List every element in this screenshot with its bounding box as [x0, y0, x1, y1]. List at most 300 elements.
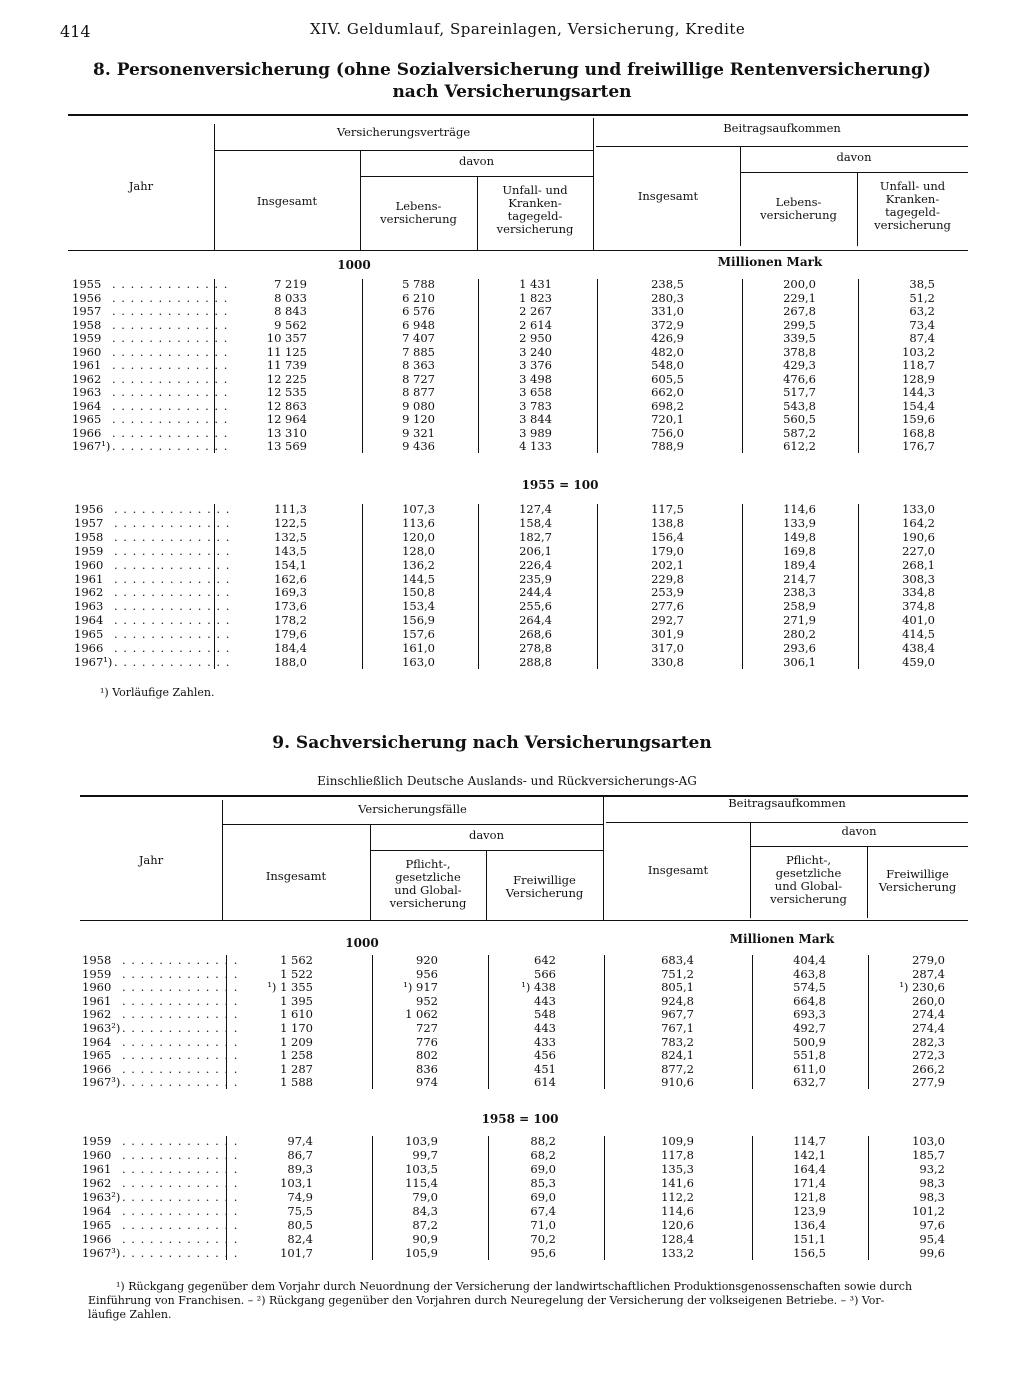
column-separator [478, 504, 479, 669]
table-cell: 1 823 [519, 290, 552, 305]
table-cell: 292,7 [651, 613, 684, 628]
table-cell: 158,4 [519, 515, 552, 530]
column-separator [868, 955, 869, 1089]
table-cell: 274,4 [912, 1021, 945, 1035]
table-cell: 756,0 [651, 425, 684, 440]
column-separator [604, 1136, 605, 1260]
table-cell: 103,9 [405, 1134, 438, 1148]
table8-header-rule [360, 176, 593, 177]
table-cell: 63,2 [909, 304, 935, 318]
table-cell: 127,4 [519, 502, 552, 516]
table-cell: 280,2 [783, 627, 816, 642]
leader-dots: . . . . . . . . . . . . . [112, 412, 229, 426]
table-cell: 13 569 [266, 439, 307, 453]
table-cell: 144,5 [402, 571, 435, 586]
table-cell: 12 225 [266, 371, 307, 386]
table9-pflicht-header-left: Pflicht-, gesetzliche und Global- versicherung [389, 857, 467, 910]
table-cell: 9 436 [402, 439, 435, 453]
row-year: 1962 [72, 371, 102, 386]
table-cell: 111,3 [274, 502, 307, 516]
table-cell: 456 [534, 1048, 556, 1063]
table-cell: 161,0 [402, 641, 435, 655]
table-cell: 272,3 [912, 1048, 945, 1063]
row-year: 1967¹) [72, 439, 111, 453]
column-separator [752, 955, 753, 1089]
table-cell: 268,1 [902, 557, 935, 572]
column-separator [226, 1136, 227, 1260]
table-cell: 156,4 [651, 529, 684, 544]
table-cell: 2 267 [519, 304, 552, 318]
table-cell: 401,0 [902, 613, 935, 628]
page-number: 414 [60, 22, 91, 41]
column-separator [597, 279, 598, 453]
table-cell: 202,1 [651, 557, 684, 572]
leader-dots: . . . . . . . . . . . . . [112, 331, 229, 345]
row-year: 1960 [82, 1148, 112, 1162]
table-cell: 118,7 [902, 358, 935, 372]
table-cell: 162,6 [274, 571, 307, 586]
table-cell: 255,6 [519, 599, 552, 614]
leader-dots: . . . . . . . . . . . . . [122, 1204, 239, 1218]
table8-header-rule [740, 172, 968, 173]
table8-header-rule [214, 150, 593, 151]
table9-davon-header-right: davon [841, 824, 877, 838]
row-year: 1966 [72, 425, 102, 440]
table-cell: 1 209 [280, 1034, 313, 1049]
table-cell: 128,0 [402, 543, 435, 558]
table-cell: 3 844 [519, 412, 552, 426]
column-separator [597, 504, 598, 669]
table-cell: 374,8 [902, 599, 935, 614]
row-year: 1959 [82, 966, 112, 981]
table-cell: 105,9 [405, 1246, 438, 1260]
table-cell: 157,6 [402, 627, 435, 642]
table-cell: 156,5 [793, 1246, 826, 1260]
table-cell: 253,9 [651, 585, 684, 600]
table9-freiwillig-header-left: Freiwillige Versicherung [505, 873, 584, 900]
table8-unit-index: 1955 = 100 [521, 478, 599, 492]
column-separator [488, 955, 489, 1089]
table-cell: 85,3 [530, 1176, 556, 1190]
table-cell: 178,2 [274, 613, 307, 628]
column-separator [226, 955, 227, 1089]
table-cell: 267,8 [783, 304, 816, 318]
table9-insgesamt-header-left: Insgesamt [265, 869, 327, 883]
table-cell: 150,8 [402, 585, 435, 600]
table-cell: ¹) 1 355 [267, 980, 313, 995]
leader-dots: . . . . . . . . . . . . . [114, 613, 231, 628]
table9-davon-header-left: davon [468, 828, 505, 842]
table-cell: 2 614 [519, 317, 552, 332]
table-cell: 163,0 [402, 654, 435, 669]
table9-faelle-header: Versicherungsfälle [358, 802, 467, 816]
table-cell: 123,9 [793, 1204, 826, 1218]
table-cell: 317,0 [651, 641, 684, 655]
table-cell: 727 [416, 1021, 438, 1035]
table-cell: 288,8 [519, 654, 552, 669]
row-year: 1958 [74, 529, 104, 544]
table-cell: 190,6 [902, 529, 935, 544]
leader-dots: . . . . . . . . . . . . . [112, 344, 229, 359]
table-cell: 151,1 [793, 1232, 826, 1246]
table-cell: 133,9 [783, 515, 816, 530]
table-cell: 93,2 [919, 1162, 945, 1176]
running-title: XIV. Geldumlauf, Spareinlagen, Versicherung, Kredite [310, 20, 746, 38]
table-cell: 3 989 [519, 425, 552, 440]
table-cell: 115,4 [405, 1176, 438, 1190]
column-separator [858, 279, 859, 453]
leader-dots: . . . . . . . . . . . . . [112, 304, 229, 318]
table-cell: 967,7 [661, 1007, 694, 1022]
leader-dots: . . . . . . . . . . . . . [114, 627, 231, 642]
table-cell: 277,6 [651, 599, 684, 614]
table-cell: 566 [534, 966, 556, 981]
table-cell: 229,8 [651, 571, 684, 586]
table-cell: 1 395 [280, 993, 313, 1008]
table-cell: 2 950 [519, 331, 552, 345]
table-cell: 271,9 [783, 613, 816, 628]
table-cell: 38,5 [909, 277, 935, 291]
table-cell: 459,0 [902, 654, 935, 669]
table8-lebens-header-left: Lebens- versicherung [380, 199, 457, 226]
row-year: 1965 [82, 1048, 112, 1063]
table8-davon-header-right: davon [836, 150, 872, 164]
table9-subtitle: Einschließlich Deutsche Auslands- und Rückversicherungs-AG [317, 774, 697, 788]
table-cell: 238,5 [651, 277, 684, 291]
table-cell: 120,0 [402, 529, 435, 544]
row-year: 1960 [74, 557, 104, 572]
table-cell: 632,7 [793, 1075, 826, 1090]
table-cell: 301,9 [651, 627, 684, 642]
table-cell: 11 739 [266, 358, 307, 372]
table-cell: 154,1 [274, 557, 307, 572]
table-cell: 9 562 [274, 317, 307, 332]
table-cell: 8 877 [402, 385, 435, 399]
table-cell: 551,8 [793, 1048, 826, 1063]
table-cell: 113,6 [402, 515, 435, 530]
row-year: 1964 [72, 398, 102, 413]
table9-beitrag-header: Beitragsaufkommen [728, 796, 846, 810]
row-year: 1966 [82, 1061, 112, 1076]
table-cell: 802 [416, 1048, 438, 1063]
table-cell: 214,7 [783, 571, 816, 586]
row-year: 1962 [74, 585, 104, 600]
table-cell: 824,1 [661, 1048, 694, 1063]
leader-dots: . . . . . . . . . . . . . [122, 1048, 239, 1063]
table-cell: 103,2 [902, 344, 935, 359]
table-cell: 1 170 [280, 1021, 313, 1035]
row-year: 1964 [82, 1204, 112, 1218]
table-cell: 8 363 [402, 358, 435, 372]
table-cell: 169,3 [274, 585, 307, 600]
table-cell: 75,5 [287, 1204, 313, 1218]
table-cell: 87,4 [909, 331, 935, 345]
row-year: 1961 [72, 358, 102, 372]
leader-dots: . . . . . . . . . . . . . [122, 1246, 239, 1260]
table-cell: 69,0 [530, 1190, 556, 1204]
column-separator [362, 279, 363, 453]
table-cell: 517,7 [783, 385, 816, 399]
table-cell: 143,5 [274, 543, 307, 558]
table-cell: 404,4 [793, 953, 826, 967]
table8-unfall-header-right: Unfall- und Kranken- tagegeld- versicherung [874, 179, 951, 232]
table-cell: 74,9 [287, 1190, 313, 1204]
table-cell: 101,2 [912, 1204, 945, 1218]
table9-unit-1000: 1000 [345, 936, 379, 950]
table-cell: 79,0 [412, 1190, 438, 1204]
table-cell: 133,2 [661, 1246, 694, 1260]
table-cell: 3 498 [519, 371, 552, 386]
leader-dots: . . . . . . . . . . . . . [114, 571, 231, 586]
table-cell: 698,2 [651, 398, 684, 413]
table-cell: 12 863 [266, 398, 307, 413]
row-year: 1965 [72, 412, 102, 426]
column-separator [372, 955, 373, 1089]
table-cell: 4 133 [519, 439, 552, 453]
table-cell: 149,8 [783, 529, 816, 544]
table9-pflicht-header-right: Pflicht-, gesetzliche und Global- versicherung [770, 853, 847, 906]
table-cell: 164,4 [793, 1162, 826, 1176]
row-year: 1961 [82, 1162, 112, 1176]
row-year: 1967³) [82, 1246, 121, 1260]
table-cell: 7 219 [274, 277, 307, 291]
table-cell: 1 062 [405, 1007, 438, 1022]
leader-dots: . . . . . . . . . . . . . [112, 439, 229, 453]
table9-footnote-line1: ¹) Rückgang gegenüber dem Vorjahr durch Neuordnung der Versicherung der landwirtschaftlichen Produktionsgenossenschaften sowie durch [116, 1280, 913, 1293]
table8-header-bottom-rule [68, 250, 968, 251]
table-cell: 88,2 [530, 1134, 556, 1148]
table-cell: 274,4 [912, 1007, 945, 1022]
table-cell: 121,8 [793, 1190, 826, 1204]
table-cell: 109,9 [661, 1134, 694, 1148]
table8-insgesamt-header-right: Insgesamt [637, 189, 699, 203]
table-cell: 287,4 [912, 966, 945, 981]
row-year: 1957 [74, 515, 104, 530]
table-cell: 642 [534, 953, 556, 967]
table-cell: 277,9 [912, 1075, 945, 1090]
table-cell: 179,0 [651, 543, 684, 558]
table-cell: 6 576 [402, 304, 435, 318]
table-cell: 1 610 [280, 1007, 313, 1022]
table8-footnote: ¹) Vorläufige Zahlen. [100, 686, 215, 699]
table-cell: 463,8 [793, 966, 826, 981]
table-cell: 206,1 [519, 543, 552, 558]
table-cell: 120,6 [661, 1218, 694, 1232]
column-separator [742, 279, 743, 453]
table-cell: 299,5 [783, 317, 816, 332]
table-cell: 7 885 [402, 344, 435, 359]
table-cell: 244,4 [519, 585, 552, 600]
table-cell: 974 [416, 1075, 438, 1090]
leader-dots: . . . . . . . . . . . . . [122, 1148, 239, 1162]
table-cell: 614 [534, 1075, 556, 1090]
leader-dots: . . . . . . . . . . . . . [112, 277, 229, 291]
leader-dots: . . . . . . . . . . . . . [112, 290, 229, 305]
row-year: 1962 [82, 1176, 112, 1190]
table-cell: 956 [416, 966, 438, 981]
table-cell: 80,5 [287, 1218, 313, 1232]
row-year: 1964 [82, 1034, 112, 1049]
table-cell: 1 562 [280, 953, 313, 967]
table-cell: 144,3 [902, 385, 935, 399]
table-cell: 86,7 [287, 1148, 313, 1162]
table-cell: 605,5 [651, 371, 684, 386]
table-cell: 117,5 [651, 502, 684, 516]
table-cell: 783,2 [661, 1034, 694, 1049]
table-cell: 258,9 [783, 599, 816, 614]
table-cell: 776 [416, 1034, 438, 1049]
table9-title: 9. Sachversicherung nach Versicherungsarten [272, 733, 712, 753]
table-cell: 548,0 [651, 358, 684, 372]
table9-footnote-line3: läufige Zahlen. [88, 1308, 172, 1321]
table-cell: 117,8 [661, 1148, 694, 1162]
table-cell: 8 727 [402, 371, 435, 386]
row-year: 1967³) [82, 1075, 121, 1090]
column-separator [858, 504, 859, 669]
table-cell: 6 210 [402, 290, 435, 305]
table8-lebens-header-right: Lebens- versicherung [760, 195, 837, 222]
table8-col-divider [214, 124, 215, 250]
table-cell: 476,6 [783, 371, 816, 386]
row-year: 1958 [72, 317, 102, 332]
table-cell: 611,0 [793, 1061, 826, 1076]
table-cell: 97,6 [919, 1218, 945, 1232]
table-cell: 282,3 [912, 1034, 945, 1049]
table-cell: 168,8 [902, 425, 935, 440]
table-cell: 138,8 [651, 515, 684, 530]
table-cell: 3 240 [519, 344, 552, 359]
table9-header-rule [606, 822, 968, 823]
table-cell: 308,3 [902, 571, 935, 586]
row-year: 1956 [72, 290, 102, 305]
table8-unit-1000: 1000 [337, 258, 371, 272]
table-cell: 543,8 [783, 398, 816, 413]
table-cell: 330,8 [651, 654, 684, 669]
row-year: 1955 [72, 277, 102, 291]
table-cell: 179,6 [274, 627, 307, 642]
leader-dots: . . . . . . . . . . . . . [122, 1162, 239, 1176]
table-cell: 574,5 [793, 980, 826, 995]
column-separator [214, 504, 215, 669]
row-year: 1960 [82, 980, 112, 995]
table-cell: 306,1 [783, 654, 816, 669]
table-cell: 164,2 [902, 515, 935, 530]
table-cell: 1 287 [280, 1061, 313, 1076]
leader-dots: . . . . . . . . . . . . . [112, 398, 229, 413]
column-separator [752, 1136, 753, 1260]
table-cell: 10 357 [266, 331, 307, 345]
table-cell: 3 376 [519, 358, 552, 372]
table-cell: 114,6 [661, 1204, 694, 1218]
table-cell: 114,6 [783, 502, 816, 516]
table-cell: 235,9 [519, 571, 552, 586]
table8-title-line2: nach Versicherungsarten [392, 82, 632, 102]
table-cell: 443 [534, 1021, 556, 1035]
table-cell: 1 588 [280, 1075, 313, 1090]
table-cell: 99,6 [919, 1246, 945, 1260]
leader-dots: . . . . . . . . . . . . . [122, 1034, 239, 1049]
table-cell: 99,7 [412, 1148, 438, 1162]
row-year: 1963 [74, 599, 104, 614]
row-year: 1963²) [82, 1190, 121, 1204]
table-cell: 805,1 [661, 980, 694, 995]
table-cell: 133,0 [902, 502, 935, 516]
table-cell: 8 033 [274, 290, 307, 305]
table-cell: 13 310 [266, 425, 307, 440]
row-year: 1966 [82, 1232, 112, 1246]
table8-unfall-header-left: Unfall- und Kranken- tagegeld- versicherung [496, 183, 574, 236]
row-year: 1967¹) [74, 654, 113, 669]
table-cell: 438,4 [902, 641, 935, 655]
table9-col-divider [222, 800, 223, 920]
table8-header-rule [596, 146, 968, 147]
table-cell: 136,2 [402, 557, 435, 572]
column-separator [478, 279, 479, 453]
column-separator [488, 1136, 489, 1260]
table-cell: 122,5 [274, 515, 307, 530]
leader-dots: . . . . . . . . . . . . . [122, 1176, 239, 1190]
table-cell: 492,7 [793, 1021, 826, 1035]
table-cell: 227,0 [902, 543, 935, 558]
table-cell: 1 431 [519, 277, 552, 291]
table8-insgesamt-header-left: Insgesamt [256, 194, 318, 208]
table-cell: 683,4 [661, 953, 694, 967]
table-cell: 278,8 [519, 641, 552, 655]
table-cell: 924,8 [661, 993, 694, 1008]
table-cell: 293,6 [783, 641, 816, 655]
leader-dots: . . . . . . . . . . . . . [112, 385, 229, 399]
leader-dots: . . . . . . . . . . . . . [114, 543, 231, 558]
table9-col-divider [603, 796, 604, 920]
table9-header-bottom-rule [80, 920, 968, 921]
table-cell: 141,6 [661, 1176, 694, 1190]
table-cell: 114,7 [793, 1134, 826, 1148]
table-cell: 132,5 [274, 529, 307, 544]
table-cell: 952 [416, 993, 438, 1008]
row-year: 1962 [82, 1007, 112, 1022]
row-year: 1966 [74, 641, 104, 655]
table-cell: 12 964 [266, 412, 307, 426]
column-separator [214, 279, 215, 453]
column-separator [868, 1136, 869, 1260]
table-cell: 71,0 [530, 1218, 556, 1232]
leader-dots: . . . . . . . . . . . . . [122, 1232, 239, 1246]
table-cell: 173,6 [274, 599, 307, 614]
table8-col-divider [593, 118, 594, 250]
table-cell: 451 [534, 1061, 556, 1076]
table-cell: 156,9 [402, 613, 435, 628]
table-cell: ¹) 917 [403, 980, 438, 995]
leader-dots: . . . . . . . . . . . . . [114, 641, 231, 655]
table-cell: 500,9 [793, 1034, 826, 1049]
leader-dots: . . . . . . . . . . . . . [114, 585, 231, 600]
table-cell: 560,5 [783, 412, 816, 426]
row-year: 1964 [74, 613, 104, 628]
row-year: 1965 [74, 627, 104, 642]
leader-dots: . . . . . . . . . . . . . [122, 953, 239, 967]
table-cell: 87,2 [412, 1218, 438, 1232]
table8-top-rule [68, 114, 968, 116]
table-cell: 12 535 [266, 385, 307, 399]
table-cell: 238,3 [783, 585, 816, 600]
table-cell: 11 125 [266, 344, 307, 359]
table-cell: 70,2 [530, 1232, 556, 1246]
table-cell: 176,7 [902, 439, 935, 453]
table-cell: 135,3 [661, 1162, 694, 1176]
row-year: 1956 [74, 502, 104, 516]
table-cell: 51,2 [909, 290, 935, 305]
table-cell: 67,4 [530, 1204, 556, 1218]
